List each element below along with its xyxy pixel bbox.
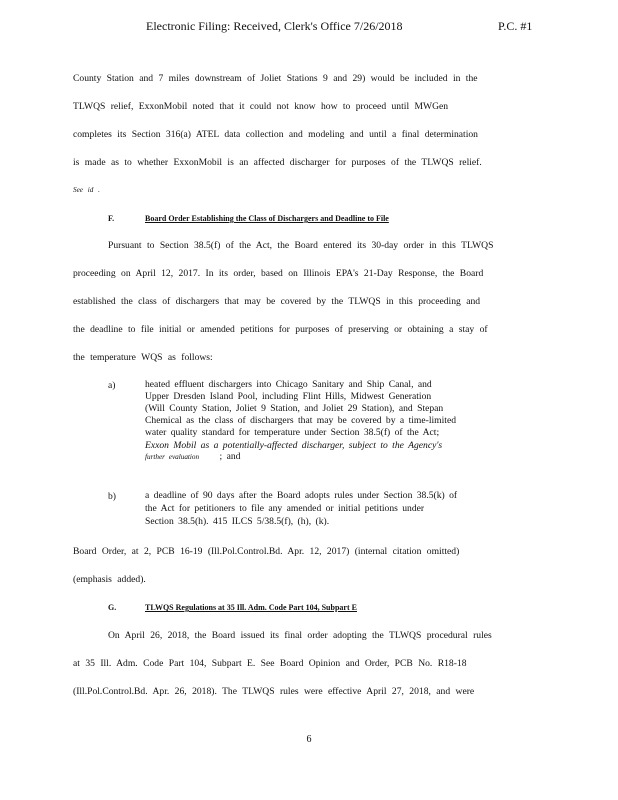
page-number: 6: [306, 734, 312, 745]
heading-g-letter: G.: [108, 603, 117, 612]
item-b-line-1: a deadline of 90 days after the Board adopts rules under Section 38.5(k) of: [145, 490, 458, 501]
see-id-cite: See id .: [73, 186, 100, 194]
filing-stamp-text: Electronic Filing: Received, Clerk's Office 7/26/2018: [146, 19, 403, 33]
item-a-line-3: (Will County Station, Joliet 9 Station, and Joliet 29 Station), and Stepan: [145, 403, 444, 414]
item-a-line-2: Upper Dresden Island Pool, including Flint Hills, Midwest Generation: [145, 391, 432, 402]
item-b-line-3: Section 38.5(h). 415 ILCS 5/38.5(f), (h), (k).: [145, 516, 330, 527]
citation-line-1: Board Order, at 2, PCB 16-19 (Ill.Pol.Control.Bd. Apr. 12, 2017) (internal citation omitted): [73, 546, 460, 557]
para1-line-3: completes its Section 316(a) ATEL data collection and modeling and until a final determination: [73, 129, 478, 140]
citation-line-2: (emphasis added).: [73, 574, 146, 585]
pc-number: P.C. #1: [498, 19, 533, 33]
item-b-line-2: the Act for petitioners to file any amended or initial petitions under: [145, 503, 425, 514]
item-a-line-1: heated effluent dischargers into Chicago Sanitary and Ship Canal, and: [145, 379, 432, 390]
para1-line-2: TLWQS relief, ExxonMobil noted that it could not know how to proceed until MWGen: [73, 101, 449, 112]
filing-header: [0, 19, 618, 37]
heading-f-title: [145, 214, 389, 223]
item-b-label: b): [108, 491, 116, 502]
item-a-line-4: Chemical as the class of dischargers that may be covered by a time-limited: [145, 415, 457, 426]
para3-line-3: (Ill.Pol.Control.Bd. Apr. 26, 2018). The TLWQS rules were effective April 27, 2018, and were: [73, 686, 475, 697]
para3-line-2: at 35 Ill. Adm. Code Part 104, Subpart E. See Board Opinion and Order, PCB No. R18-18: [73, 658, 467, 669]
para2-line-4: the deadline to file initial or amended petitions for purposes of preserving or obtaining a stay of: [73, 324, 488, 335]
para2-line-5: the temperature WQS as follows:: [73, 352, 213, 363]
item-a-italic-1: Exxon Mobil as a potentially-affected discharger, subject to the Agency's: [145, 440, 443, 451]
para2-line-3: established the class of dischargers that may be covered by the TLWQS in this proceeding and: [73, 296, 481, 307]
heading-f-text: Board Order Establishing the Class of Dischargers and Deadline to File: [145, 214, 389, 223]
para2-line-1: Pursuant to Section 38.5(f) of the Act, the Board entered its 30-day order in this TLWQS: [108, 240, 494, 251]
para1-line-1: County Station and 7 miles downstream of Joliet Stations 9 and 29) would be included in the: [73, 73, 478, 84]
heading-g-text: TLWQS Regulations at 35 Ill. Adm. Code Part 104, Subpart E: [145, 603, 357, 612]
item-a-tail: ; and: [219, 451, 241, 462]
heading-g-title: [145, 603, 357, 612]
item-a-italic-2: further evaluation: [145, 453, 200, 461]
heading-f-letter: F.: [108, 214, 115, 223]
para2-line-2: proceeding on April 12, 2017. In its order, based on Illinois EPA's 21-Day Response, the Board: [73, 268, 484, 279]
item-a-line-7: [145, 451, 545, 463]
item-a-line-5: water quality standard for temperature under Section 38.5(f) of the Act;: [145, 427, 440, 438]
para1-line-4: is made as to whether ExxonMobil is an affected discharger for purposes of the TLWQS relief.: [73, 157, 482, 168]
para3-line-1: On April 26, 2018, the Board issued its final order adopting the TLWQS procedural rules: [108, 630, 492, 641]
item-a-label: a): [108, 380, 116, 391]
